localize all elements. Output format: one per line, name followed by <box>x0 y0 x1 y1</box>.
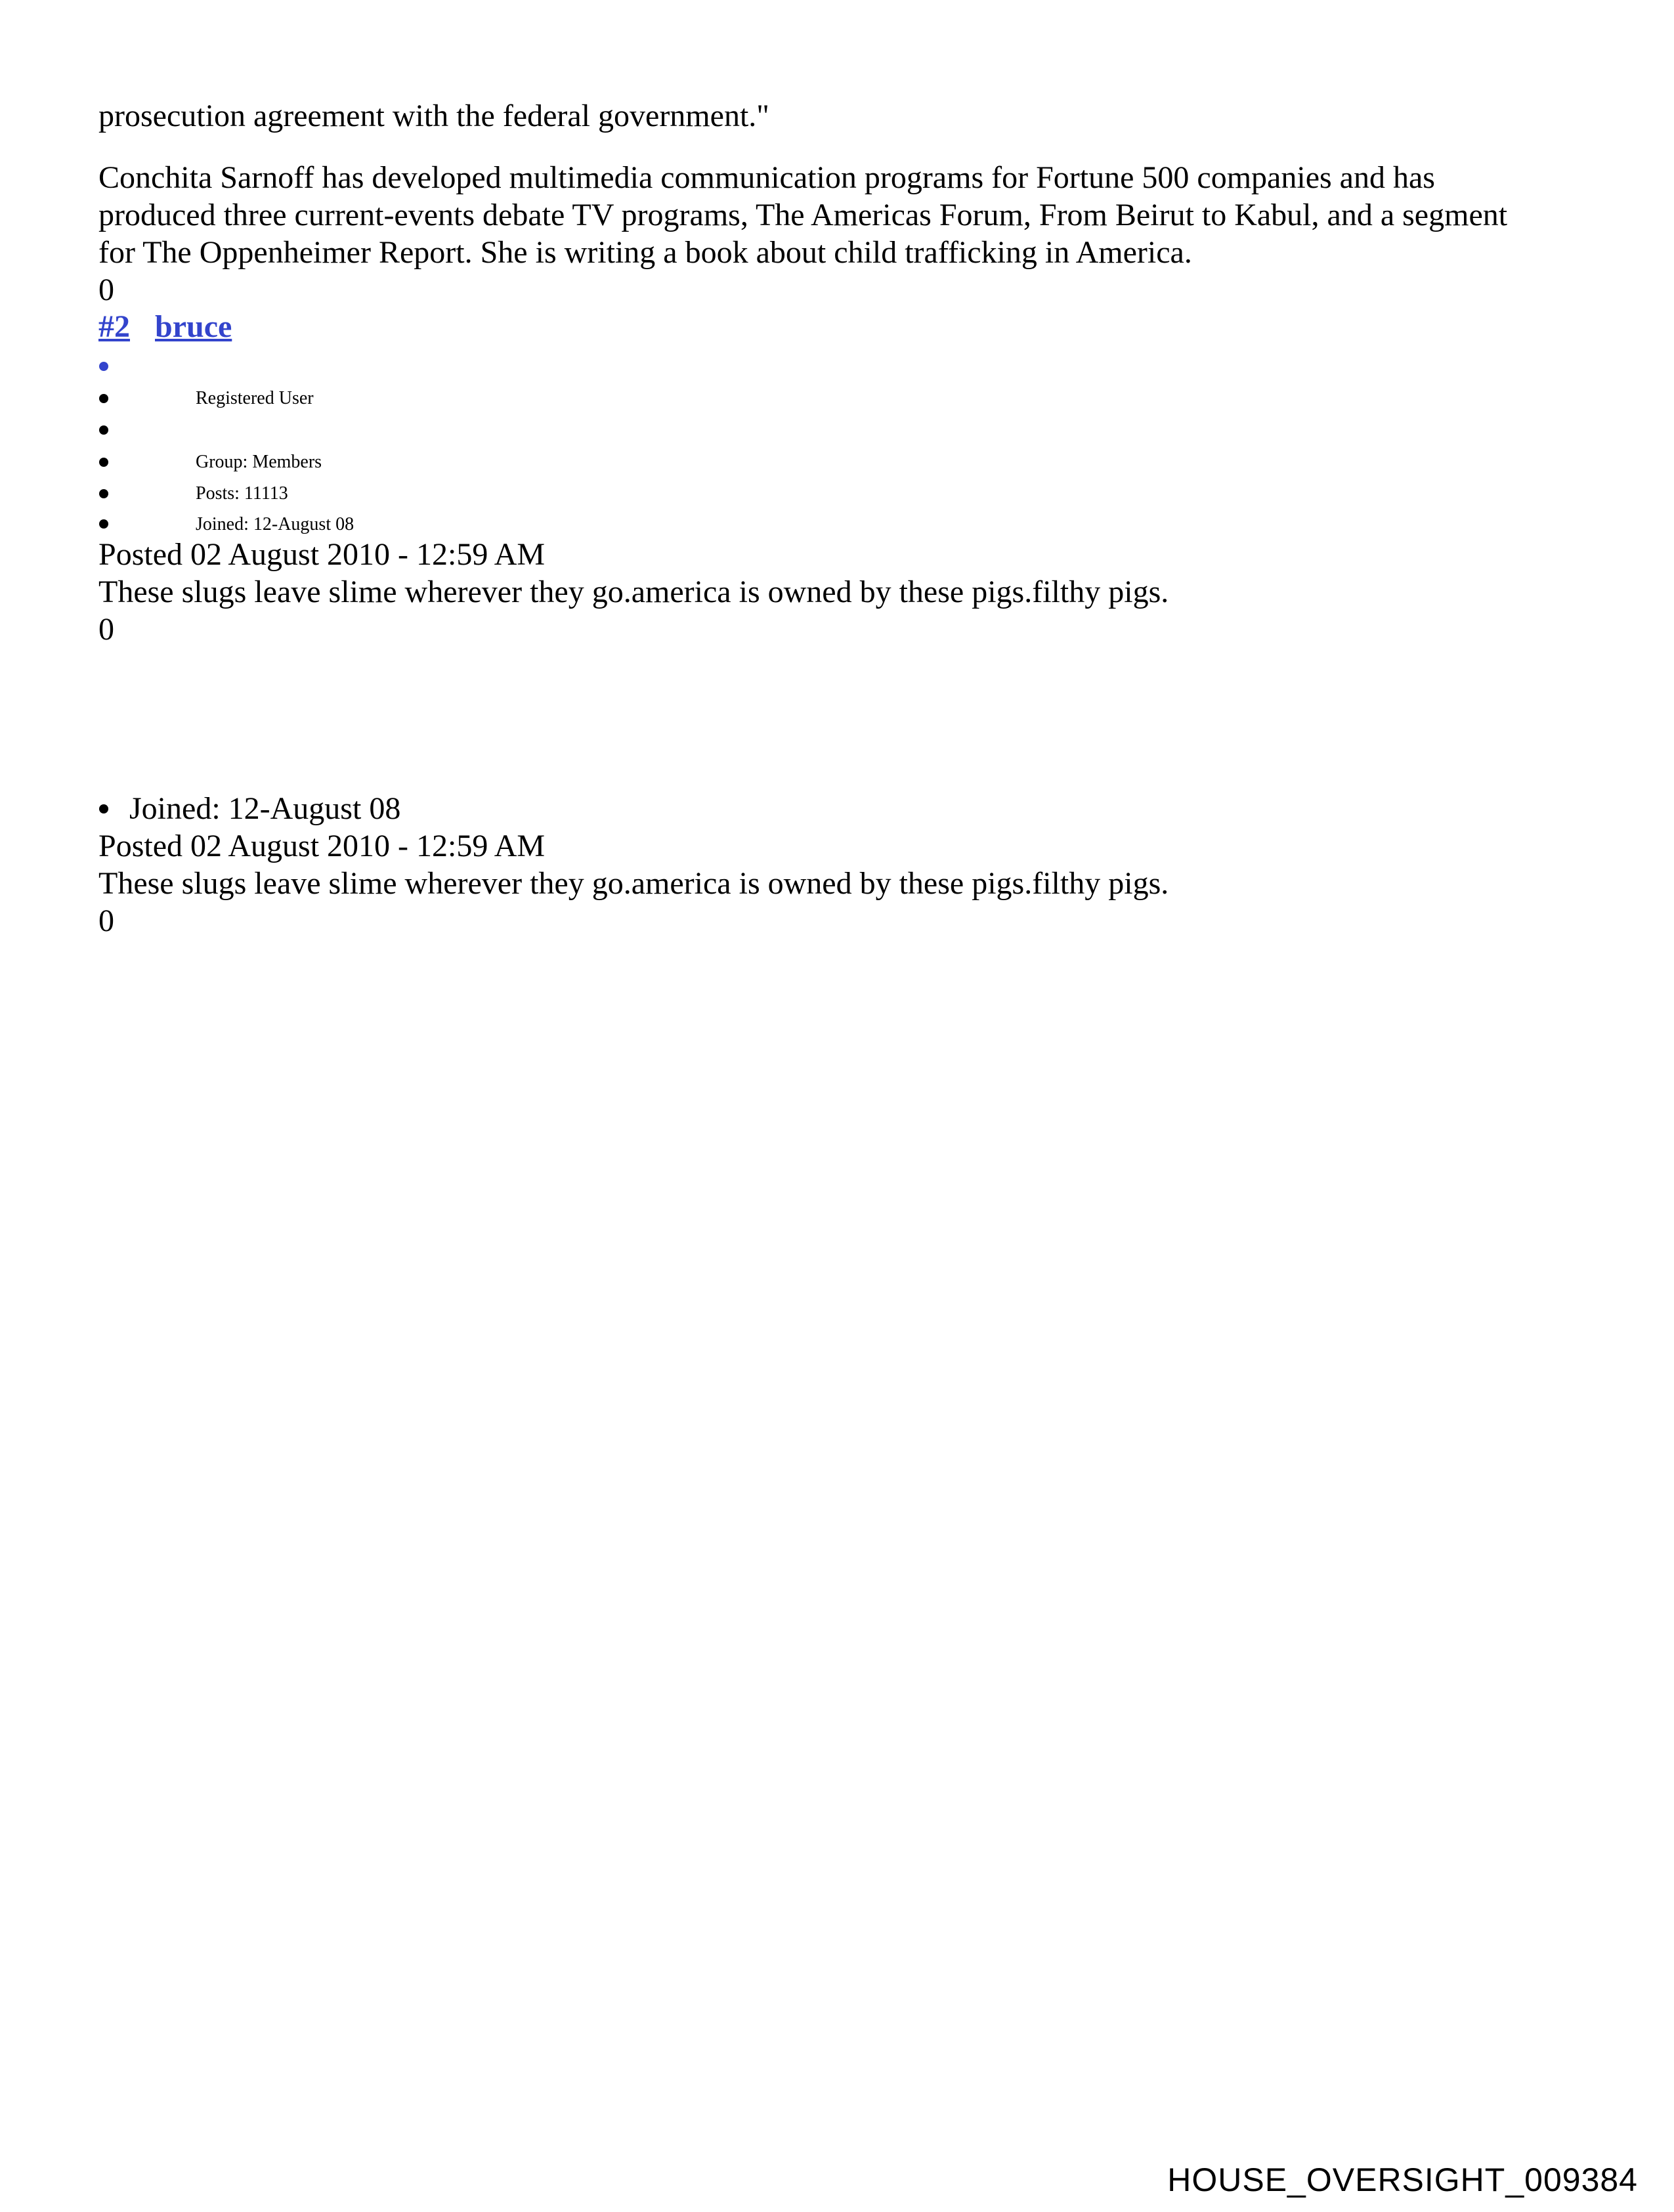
bullet-icon <box>99 519 108 529</box>
post-message: These slugs leave slime wherever they go.america is owned by these pigs.filthy pigs. <box>98 575 1169 609</box>
bullet-icon <box>99 425 108 435</box>
duplicate-post-timestamp: Posted 02 August 2010 - 12:59 AM <box>98 829 546 863</box>
profile-member-title: Registered User <box>196 388 314 408</box>
post-vote-count: 0 <box>98 612 114 647</box>
bullet-icon <box>99 804 108 813</box>
bullet-icon <box>99 458 108 467</box>
profile-joined-date: Joined: 12-August 08 <box>196 514 354 534</box>
post-timestamp: Posted 02 August 2010 - 12:59 AM <box>98 537 546 572</box>
duplicate-post-message: These slugs leave slime wherever they go.america is owned by these pigs.filthy pigs. <box>98 866 1169 901</box>
bullet-icon <box>99 489 108 498</box>
author-bio-line-1: Conchita Sarnoff has developed multimedia communication programs for Fortune 500 companies and has <box>98 160 1435 195</box>
duplicate-post-vote-count: 0 <box>98 903 114 938</box>
author-bio-line-2: produced three current-events debate TV programs, The Americas Forum, From Beirut to Kabul, and a segment <box>98 198 1508 232</box>
author-bio-line-3: for The Oppenheimer Report. She is writing a book about child trafficking in America. <box>98 235 1192 270</box>
profile-group: Group: Members <box>196 452 322 472</box>
post-author-link[interactable]: bruce <box>155 309 232 344</box>
bullet-icon <box>99 394 108 403</box>
article-vote-count: 0 <box>98 272 114 307</box>
article-continuation-text: prosecution agreement with the federal government." <box>98 98 769 133</box>
duplicate-joined-date: Joined: 12-August 08 <box>129 791 401 826</box>
bates-number-footer: HOUSE_OVERSIGHT_009384 <box>1167 2161 1638 2198</box>
post-number-link[interactable]: #2 <box>98 309 130 344</box>
profile-post-count: Posts: 11113 <box>196 483 288 504</box>
bullet-icon <box>99 362 108 371</box>
